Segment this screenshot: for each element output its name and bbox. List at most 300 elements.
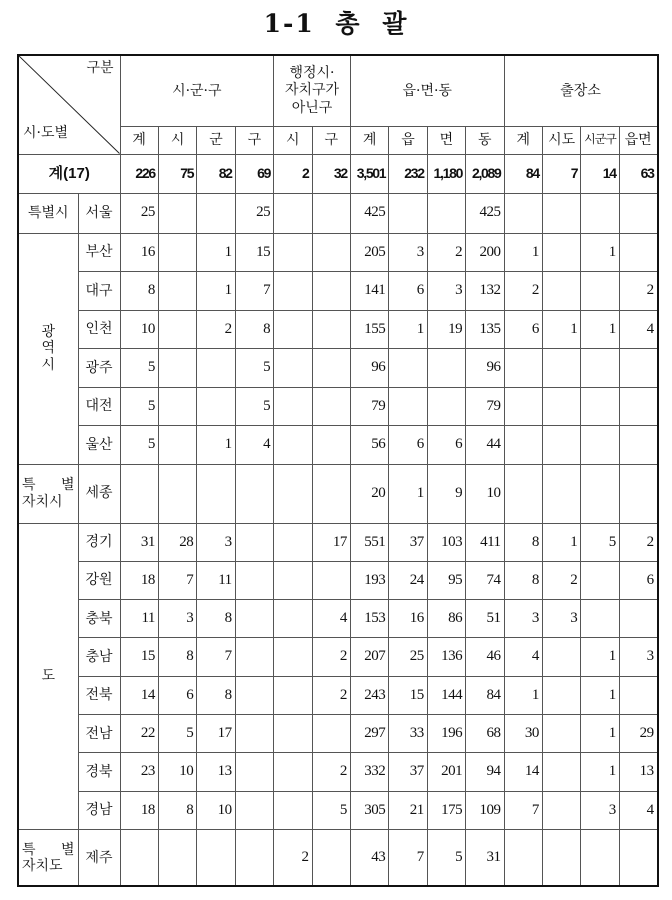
value-cell: 24 xyxy=(389,561,427,599)
region-cell: 특별시 xyxy=(18,193,78,233)
table-row xyxy=(18,349,658,388)
value-cell: 425 xyxy=(350,193,388,233)
value-cell: 109 xyxy=(466,791,504,829)
value-cell xyxy=(274,387,312,426)
value-cell xyxy=(542,233,580,272)
value-cell: 7 xyxy=(235,272,273,311)
value-cell: 2 xyxy=(619,272,657,311)
value-cell: 1 xyxy=(581,638,619,676)
value-cell: 5 xyxy=(312,791,350,829)
total-cell: 3,501 xyxy=(350,154,388,193)
total-row xyxy=(18,154,658,193)
value-cell: 11 xyxy=(197,561,235,599)
value-cell: 1 xyxy=(581,753,619,791)
city-cell: 대전 xyxy=(78,387,120,426)
value-cell xyxy=(312,829,350,886)
table-row xyxy=(18,387,658,426)
value-cell xyxy=(312,310,350,349)
value-cell xyxy=(542,426,580,465)
value-cell xyxy=(542,753,580,791)
value-cell: 2 xyxy=(274,829,312,886)
value-cell xyxy=(274,272,312,311)
value-cell: 3 xyxy=(197,523,235,561)
value-cell: 6 xyxy=(619,561,657,599)
admin-line-3: 아닌구 xyxy=(291,99,333,116)
value-cell: 28 xyxy=(158,523,196,561)
value-cell: 10 xyxy=(197,791,235,829)
value-cell: 20 xyxy=(350,464,388,523)
value-cell: 51 xyxy=(466,600,504,638)
value-cell: 201 xyxy=(427,753,465,791)
value-cell xyxy=(504,193,542,233)
value-cell: 16 xyxy=(389,600,427,638)
region-cell xyxy=(18,464,78,523)
value-cell: 2 xyxy=(427,233,465,272)
value-cell xyxy=(312,426,350,465)
value-cell: 8 xyxy=(235,310,273,349)
value-cell xyxy=(158,233,196,272)
table-row xyxy=(18,829,658,886)
value-cell: 7 xyxy=(504,791,542,829)
table-row xyxy=(18,638,658,676)
value-cell: 3 xyxy=(619,638,657,676)
sub-header: 구 xyxy=(235,126,273,154)
value-cell: 3 xyxy=(427,272,465,311)
value-cell xyxy=(542,676,580,714)
value-cell xyxy=(274,753,312,791)
table-row xyxy=(18,714,658,752)
value-cell: 8 xyxy=(197,600,235,638)
total-cell: 69 xyxy=(235,154,273,193)
value-cell: 3 xyxy=(542,600,580,638)
value-cell: 30 xyxy=(504,714,542,752)
value-cell xyxy=(235,523,273,561)
value-cell: 13 xyxy=(197,753,235,791)
total-label: 계(17) xyxy=(18,154,120,193)
value-cell xyxy=(504,349,542,388)
region-label-char: 광 xyxy=(41,324,56,341)
value-cell: 4 xyxy=(504,638,542,676)
value-cell: 5 xyxy=(427,829,465,886)
value-cell: 3 xyxy=(158,600,196,638)
total-cell: 75 xyxy=(158,154,196,193)
value-cell xyxy=(542,464,580,523)
value-cell: 33 xyxy=(389,714,427,752)
value-cell xyxy=(235,464,273,523)
value-cell: 196 xyxy=(427,714,465,752)
value-cell: 15 xyxy=(389,676,427,714)
value-cell xyxy=(312,233,350,272)
value-cell xyxy=(235,561,273,599)
value-cell xyxy=(274,349,312,388)
region-label-line: 자치도 xyxy=(22,857,63,874)
value-cell: 29 xyxy=(619,714,657,752)
city-cell: 제주 xyxy=(78,829,120,886)
value-cell xyxy=(504,387,542,426)
value-cell xyxy=(235,753,273,791)
value-cell xyxy=(197,387,235,426)
page-title: 1-1 총 괄 xyxy=(263,9,409,38)
value-cell: 207 xyxy=(350,638,388,676)
value-cell: 1 xyxy=(581,233,619,272)
value-cell xyxy=(120,464,158,523)
value-cell: 1 xyxy=(504,676,542,714)
value-cell: 8 xyxy=(158,638,196,676)
value-cell xyxy=(197,829,235,886)
table-row xyxy=(18,464,658,523)
value-cell xyxy=(619,426,657,465)
value-cell: 4 xyxy=(235,426,273,465)
value-cell: 1 xyxy=(581,714,619,752)
admin-line-2: 자치구가 xyxy=(284,82,340,98)
value-cell: 25 xyxy=(120,193,158,233)
value-cell: 14 xyxy=(504,753,542,791)
value-cell: 13 xyxy=(619,753,657,791)
value-cell: 8 xyxy=(504,523,542,561)
total-cell: 14 xyxy=(581,154,619,193)
value-cell: 1 xyxy=(581,676,619,714)
value-cell xyxy=(619,464,657,523)
value-cell: 15 xyxy=(120,638,158,676)
value-cell: 37 xyxy=(389,523,427,561)
value-cell: 5 xyxy=(120,349,158,388)
value-cell: 305 xyxy=(350,791,388,829)
sub-header: 면 xyxy=(427,126,465,154)
value-cell: 7 xyxy=(197,638,235,676)
total-cell: 7 xyxy=(542,154,580,193)
value-cell xyxy=(542,714,580,752)
value-cell: 84 xyxy=(466,676,504,714)
region-label-line: 특 별 xyxy=(22,841,75,858)
value-cell: 8 xyxy=(120,272,158,311)
value-cell: 10 xyxy=(158,753,196,791)
region-cell xyxy=(18,829,78,886)
value-cell xyxy=(581,561,619,599)
value-cell xyxy=(542,193,580,233)
value-cell: 1 xyxy=(389,464,427,523)
value-cell xyxy=(274,676,312,714)
table-row xyxy=(18,193,658,233)
value-cell xyxy=(619,829,657,886)
value-cell xyxy=(274,310,312,349)
value-cell: 44 xyxy=(466,426,504,465)
value-cell: 3 xyxy=(581,791,619,829)
city-cell: 서울 xyxy=(78,193,120,233)
value-cell: 17 xyxy=(312,523,350,561)
value-cell: 14 xyxy=(120,676,158,714)
value-cell: 2 xyxy=(312,676,350,714)
value-cell: 5 xyxy=(581,523,619,561)
corner-top-label: 구분 xyxy=(86,60,114,76)
value-cell: 56 xyxy=(350,426,388,465)
table-row xyxy=(18,233,658,272)
value-cell: 425 xyxy=(466,193,504,233)
value-cell: 5 xyxy=(120,426,158,465)
value-cell xyxy=(158,829,196,886)
city-cell: 강원 xyxy=(78,561,120,599)
total-cell: 84 xyxy=(504,154,542,193)
total-cell: 63 xyxy=(619,154,657,193)
value-cell: 2 xyxy=(197,310,235,349)
city-cell: 경북 xyxy=(78,753,120,791)
value-cell xyxy=(581,426,619,465)
table-row xyxy=(18,676,658,714)
value-cell: 193 xyxy=(350,561,388,599)
value-cell: 1 xyxy=(197,233,235,272)
value-cell: 19 xyxy=(427,310,465,349)
value-cell: 200 xyxy=(466,233,504,272)
value-cell xyxy=(427,193,465,233)
table-row xyxy=(18,272,658,311)
value-cell: 1 xyxy=(197,272,235,311)
sub-header: 동 xyxy=(466,126,504,154)
sub-header: 구 xyxy=(312,126,350,154)
value-cell xyxy=(158,387,196,426)
region-label-char: 역 xyxy=(41,340,56,357)
value-cell: 25 xyxy=(389,638,427,676)
group-header-eupmyeondong: 읍·면·동 xyxy=(350,55,504,126)
value-cell xyxy=(427,349,465,388)
city-cell: 세종 xyxy=(78,464,120,523)
region-cell: 도 xyxy=(18,523,78,829)
value-cell: 551 xyxy=(350,523,388,561)
value-cell: 5 xyxy=(235,387,273,426)
value-cell: 8 xyxy=(197,676,235,714)
value-cell: 74 xyxy=(466,561,504,599)
value-cell: 2 xyxy=(619,523,657,561)
value-cell: 205 xyxy=(350,233,388,272)
header-group-row xyxy=(18,55,658,126)
value-cell xyxy=(158,310,196,349)
value-cell xyxy=(312,387,350,426)
value-cell xyxy=(235,714,273,752)
value-cell: 5 xyxy=(120,387,158,426)
table-row xyxy=(18,426,658,465)
value-cell xyxy=(197,464,235,523)
value-cell xyxy=(274,561,312,599)
value-cell: 4 xyxy=(619,310,657,349)
value-cell: 2 xyxy=(312,753,350,791)
value-cell: 5 xyxy=(158,714,196,752)
total-cell: 232 xyxy=(389,154,427,193)
value-cell xyxy=(158,426,196,465)
value-cell: 103 xyxy=(427,523,465,561)
value-cell xyxy=(619,676,657,714)
value-cell xyxy=(619,387,657,426)
group-header-sigungu: 시·군·구 xyxy=(120,55,274,126)
value-cell: 2 xyxy=(504,272,542,311)
table-row xyxy=(18,600,658,638)
total-cell: 226 xyxy=(120,154,158,193)
value-cell: 8 xyxy=(158,791,196,829)
value-cell: 297 xyxy=(350,714,388,752)
value-cell xyxy=(619,349,657,388)
value-cell: 18 xyxy=(120,561,158,599)
sub-header: 시도 xyxy=(542,126,580,154)
value-cell xyxy=(581,272,619,311)
value-cell: 16 xyxy=(120,233,158,272)
value-cell: 8 xyxy=(504,561,542,599)
corner-header-cell xyxy=(18,55,120,154)
value-cell xyxy=(581,349,619,388)
value-cell xyxy=(235,600,273,638)
value-cell: 7 xyxy=(158,561,196,599)
value-cell xyxy=(389,349,427,388)
value-cell xyxy=(274,600,312,638)
value-cell: 6 xyxy=(427,426,465,465)
value-cell xyxy=(312,714,350,752)
value-cell: 31 xyxy=(120,523,158,561)
value-cell xyxy=(274,426,312,465)
region-label-char: 시 xyxy=(41,356,56,373)
value-cell: 11 xyxy=(120,600,158,638)
value-cell xyxy=(581,829,619,886)
value-cell: 1 xyxy=(542,310,580,349)
value-cell: 96 xyxy=(350,349,388,388)
total-cell: 1,180 xyxy=(427,154,465,193)
table-row xyxy=(18,791,658,829)
value-cell xyxy=(504,829,542,886)
value-cell: 6 xyxy=(158,676,196,714)
value-cell xyxy=(158,349,196,388)
value-cell xyxy=(542,638,580,676)
value-cell xyxy=(274,464,312,523)
value-cell: 2 xyxy=(312,638,350,676)
region-cell xyxy=(18,233,78,464)
value-cell: 5 xyxy=(235,349,273,388)
value-cell xyxy=(542,349,580,388)
city-cell: 광주 xyxy=(78,349,120,388)
value-cell xyxy=(581,600,619,638)
value-cell xyxy=(389,193,427,233)
value-cell: 18 xyxy=(120,791,158,829)
value-cell xyxy=(235,676,273,714)
city-cell: 인천 xyxy=(78,310,120,349)
value-cell xyxy=(120,829,158,886)
value-cell: 4 xyxy=(619,791,657,829)
total-cell: 82 xyxy=(197,154,235,193)
value-cell: 17 xyxy=(197,714,235,752)
value-cell: 175 xyxy=(427,791,465,829)
value-cell: 1 xyxy=(389,310,427,349)
value-cell: 2 xyxy=(542,561,580,599)
value-cell: 9 xyxy=(427,464,465,523)
sub-header: 시 xyxy=(158,126,196,154)
city-cell: 충남 xyxy=(78,638,120,676)
region-label-line: 특 별 xyxy=(22,477,75,494)
value-cell: 132 xyxy=(466,272,504,311)
value-cell: 1 xyxy=(581,310,619,349)
value-cell xyxy=(504,464,542,523)
value-cell: 21 xyxy=(389,791,427,829)
value-cell: 144 xyxy=(427,676,465,714)
value-cell: 43 xyxy=(350,829,388,886)
group-header-admin xyxy=(274,55,351,126)
value-cell xyxy=(581,387,619,426)
admin-line-1: 행정시· xyxy=(289,64,335,81)
region-label-line: 자치시 xyxy=(22,493,63,510)
value-cell xyxy=(235,791,273,829)
value-cell: 3 xyxy=(504,600,542,638)
value-cell xyxy=(197,349,235,388)
value-cell xyxy=(274,523,312,561)
sub-header: 계 xyxy=(120,126,158,154)
value-cell xyxy=(274,233,312,272)
value-cell: 3 xyxy=(389,233,427,272)
value-cell xyxy=(274,791,312,829)
value-cell: 6 xyxy=(389,272,427,311)
city-cell: 전남 xyxy=(78,714,120,752)
table-row xyxy=(18,561,658,599)
value-cell: 6 xyxy=(389,426,427,465)
value-cell: 1 xyxy=(542,523,580,561)
value-cell: 31 xyxy=(466,829,504,886)
value-cell: 4 xyxy=(312,600,350,638)
total-cell: 2,089 xyxy=(466,154,504,193)
city-cell: 전북 xyxy=(78,676,120,714)
total-cell: 2 xyxy=(274,154,312,193)
value-cell: 15 xyxy=(235,233,273,272)
value-cell: 86 xyxy=(427,600,465,638)
group-header-branch: 출장소 xyxy=(504,55,658,126)
value-cell: 96 xyxy=(466,349,504,388)
value-cell xyxy=(619,600,657,638)
value-cell xyxy=(427,387,465,426)
value-cell xyxy=(274,193,312,233)
value-cell: 1 xyxy=(504,233,542,272)
value-cell: 46 xyxy=(466,638,504,676)
value-cell xyxy=(542,272,580,311)
value-cell xyxy=(581,464,619,523)
value-cell xyxy=(197,193,235,233)
value-cell: 1 xyxy=(197,426,235,465)
value-cell xyxy=(235,829,273,886)
value-cell xyxy=(619,233,657,272)
sub-header: 군 xyxy=(197,126,235,154)
value-cell xyxy=(312,272,350,311)
table-row xyxy=(18,310,658,349)
value-cell: 135 xyxy=(466,310,504,349)
value-cell xyxy=(274,714,312,752)
table-row xyxy=(18,753,658,791)
sub-header: 계 xyxy=(350,126,388,154)
value-cell: 155 xyxy=(350,310,388,349)
city-cell: 부산 xyxy=(78,233,120,272)
sub-header: 시군구 xyxy=(581,126,619,154)
city-cell: 충북 xyxy=(78,600,120,638)
sub-header: 읍면 xyxy=(619,126,657,154)
value-cell xyxy=(504,426,542,465)
value-cell xyxy=(542,829,580,886)
value-cell: 141 xyxy=(350,272,388,311)
table-row xyxy=(18,523,658,561)
value-cell: 7 xyxy=(389,829,427,886)
value-cell: 79 xyxy=(350,387,388,426)
value-cell: 79 xyxy=(466,387,504,426)
value-cell: 94 xyxy=(466,753,504,791)
value-cell: 411 xyxy=(466,523,504,561)
value-cell: 332 xyxy=(350,753,388,791)
corner-bottom-label: 시·도별 xyxy=(23,125,69,142)
value-cell xyxy=(312,464,350,523)
value-cell: 10 xyxy=(120,310,158,349)
city-cell: 경기 xyxy=(78,523,120,561)
value-cell: 25 xyxy=(235,193,273,233)
value-cell xyxy=(235,638,273,676)
value-cell xyxy=(312,561,350,599)
value-cell xyxy=(158,464,196,523)
value-cell xyxy=(619,193,657,233)
